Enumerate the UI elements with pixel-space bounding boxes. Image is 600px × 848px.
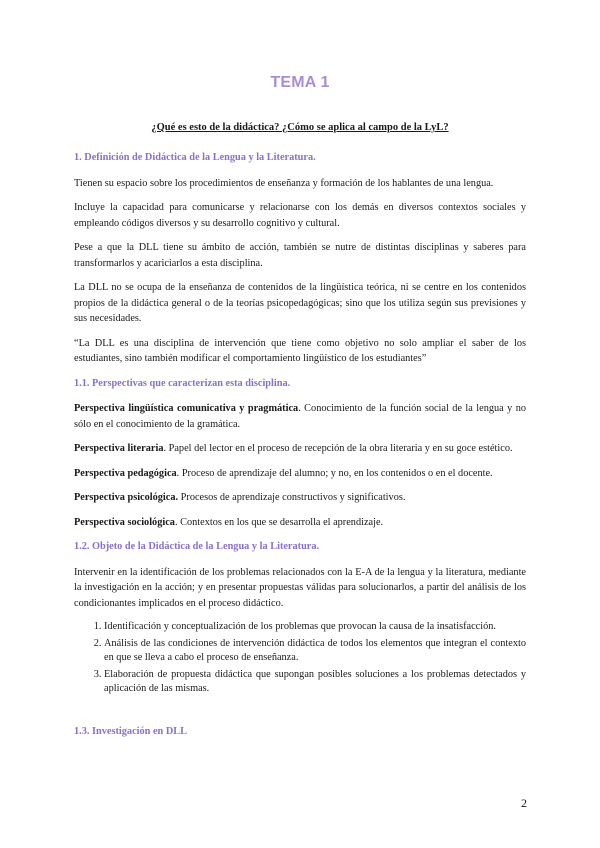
perspective-item — [74, 441, 526, 457]
perspective-term: Perspectiva lingüística comunicativa y pragmática — [74, 403, 299, 414]
paragraph: Intervenir en la identificación de los problemas relacionados con la E-A de la lengua y la literatura, mediante la investigación en la acción; y en presentar propuestas válidas para solucionarlos, a partir del análisis de los condicionantes implicados en el proceso didáctico. — [74, 566, 526, 609]
perspective-item — [74, 466, 526, 482]
perspective-text: . Proceso de aprendizaje del alumno; y no, en los contenidos o en el docente. — [176, 467, 493, 479]
section-heading-1-2: 1.2. Objeto de la Didáctica de la Lengua y la Literatura. — [74, 541, 320, 552]
perspective-term: Perspectiva pedagógica — [74, 467, 177, 479]
perspective-item — [74, 515, 526, 531]
page-number: 2 — [521, 796, 527, 810]
paragraph: Pese a que la DLL tiene su ámbito de acción, también se nutre de distintas disciplinas y saberes para transformarlos y acariciarlos a esta disciplina. — [74, 242, 526, 269]
list-item: 1. Identificación y conceptualización de los problemas que provocan la causa de la insatisfacción. — [104, 620, 526, 634]
list-item: 2. Análisis de las condiciones de intervención didáctica de todos los elementos que integran el contexto en que se lleva a cabo el proceso de enseñanza. — [104, 637, 526, 665]
numbered-list — [74, 620, 526, 696]
paragraph: Tienen su espacio sobre los procedimientos de enseñanza y formación de los hablantes de una lengua. — [74, 177, 494, 189]
document-body — [74, 150, 526, 750]
perspective-text: . Papel del lector en el proceso de recepción de la obra literaria y en su goce estético. — [163, 443, 513, 454]
page-subtitle: ¿Qué es esto de la didáctica? ¿Cómo se aplica al campo de la LyL? — [151, 122, 449, 133]
perspective-term: Perspectiva literaria — [74, 443, 164, 454]
perspective-term: Perspectiva sociológica — [74, 516, 175, 528]
perspective-item — [74, 490, 526, 506]
quote-paragraph: “La DLL es una disciplina de intervención que tiene como objetivo no solo ampliar el saber de los estudiantes, sino también modificar el comportamiento lingüístico de los estudiantes” — [74, 337, 526, 364]
section-heading-1-1: 1.1. Perspectivas que caracterizan esta disciplina. — [74, 377, 291, 389]
paragraph: Incluye la capacidad para comunicarse y relacionarse con los demás en diversos contextos sociales y empleando códigos diversos y su desarrollo cognitivo y cultural. — [74, 202, 526, 229]
perspective-text: Procesos de aprendizaje constructivos y significativos. — [178, 492, 406, 503]
section-heading-1: 1. Definición de Didáctica de la Lengua y la Literatura. — [74, 152, 316, 163]
page-title: TEMA 1 — [270, 74, 330, 91]
perspective-text: . Contextos en los que se desarrolla el aprendizaje. — [174, 516, 384, 528]
paragraph: La DLL no se ocupa de la enseñanza de contenidos de la lingüística teórica, ni se centre en los contenidos propios de la didáctica general o de la teorías psicopedagógicas; sino que los utiliza según sus previsiones y sus necesidades. — [74, 282, 526, 324]
perspective-text: . Conocimiento de la función social de la lengua y no sólo en el conocimiento de la gramática. — [74, 403, 527, 430]
section-heading-1-3: 1.3. Investigación en DLL — [74, 726, 187, 737]
list-item: 3. Elaboración de propuesta didáctica que supongan posibles soluciones a los problemas detectados y aplicación de las mismas. — [104, 668, 526, 696]
perspective-item — [74, 401, 526, 432]
perspective-term: Perspectiva psicológica. — [74, 492, 179, 503]
